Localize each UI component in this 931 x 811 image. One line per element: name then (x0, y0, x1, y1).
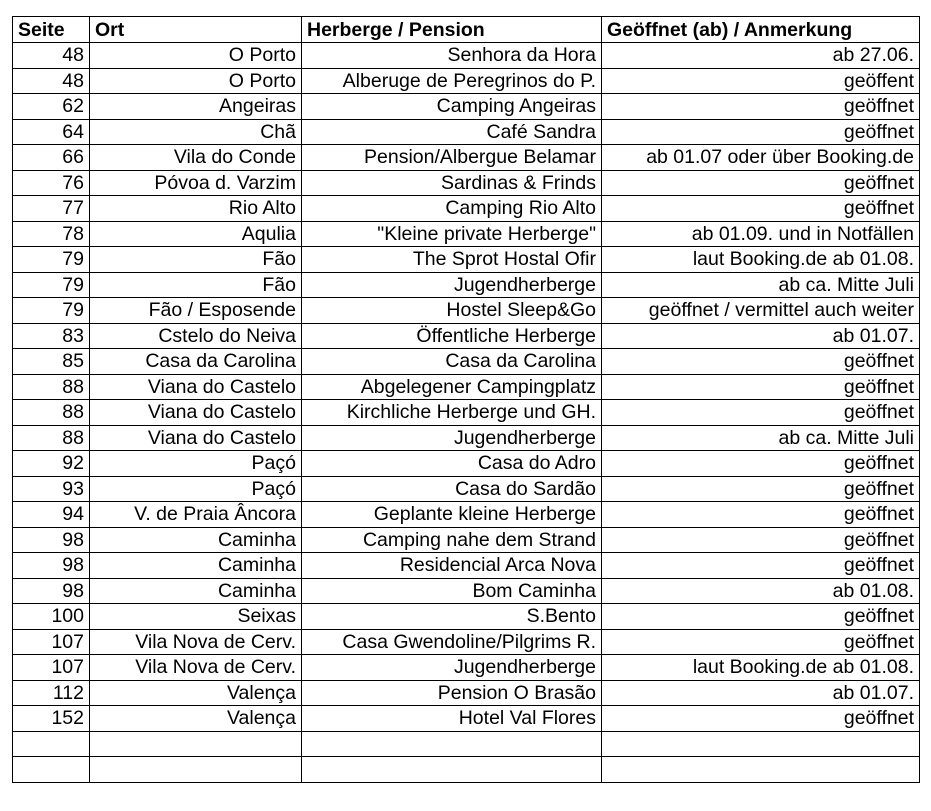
table-row (13, 706, 920, 732)
cell-herberge (302, 731, 602, 757)
cell-seite: 64 (13, 119, 90, 145)
table-header-row (13, 17, 920, 43)
cell-herberge: Hostel Sleep&Go (302, 298, 602, 324)
cell-anmerkung: ab 01.07. (602, 323, 920, 349)
cell-anmerkung: laut Booking.de ab 01.08. (602, 655, 920, 681)
table-row (13, 43, 920, 69)
hostel-table (12, 16, 920, 783)
cell-seite: 98 (13, 553, 90, 579)
cell-anmerkung: geöffnet (602, 451, 920, 477)
cell-seite: 48 (13, 43, 90, 69)
cell-seite: 88 (13, 425, 90, 451)
table-row (13, 502, 920, 528)
cell-ort: Caminha (90, 553, 302, 579)
cell-anmerkung (602, 731, 920, 757)
cell-seite: 88 (13, 400, 90, 426)
cell-anmerkung: geöffnet (602, 94, 920, 120)
cell-seite: 98 (13, 578, 90, 604)
table-row (13, 400, 920, 426)
cell-seite (13, 757, 90, 783)
cell-ort: Caminha (90, 527, 302, 553)
cell-ort: O Porto (90, 68, 302, 94)
cell-herberge (302, 757, 602, 783)
cell-ort: Paçó (90, 451, 302, 477)
cell-herberge: Jugendherberge (302, 655, 602, 681)
cell-anmerkung: geöffnet (602, 349, 920, 375)
cell-anmerkung: geöffnet (602, 119, 920, 145)
cell-anmerkung: geöffnet (602, 527, 920, 553)
cell-seite: 66 (13, 145, 90, 171)
hostel-table-container (12, 16, 920, 783)
cell-anmerkung: ab 01.08. (602, 578, 920, 604)
cell-anmerkung: laut Booking.de ab 01.08. (602, 247, 920, 273)
cell-seite: 94 (13, 502, 90, 528)
cell-ort (90, 757, 302, 783)
table-row (13, 731, 920, 757)
cell-ort: Vila Nova de Cerv. (90, 629, 302, 655)
table-row (13, 527, 920, 553)
cell-ort: Viana do Castelo (90, 374, 302, 400)
table-row (13, 247, 920, 273)
cell-herberge: Casa do Adro (302, 451, 602, 477)
header-ort: Ort (90, 17, 302, 43)
cell-herberge: Sardinas & Frinds (302, 170, 602, 196)
cell-ort: Paçó (90, 476, 302, 502)
cell-ort: V. de Praia Âncora (90, 502, 302, 528)
cell-herberge: Pension O Brasão (302, 680, 602, 706)
cell-anmerkung: geöffnet / vermittel auch weiter (602, 298, 920, 324)
cell-herberge: Residencial Arca Nova (302, 553, 602, 579)
cell-anmerkung: geöffnet (602, 706, 920, 732)
cell-ort: Viana do Castelo (90, 400, 302, 426)
cell-herberge: Abgelegener Campingplatz (302, 374, 602, 400)
cell-herberge: Pension/Albergue Belamar (302, 145, 602, 171)
cell-seite: 85 (13, 349, 90, 375)
cell-ort: Caminha (90, 578, 302, 604)
table-row (13, 349, 920, 375)
table-row (13, 476, 920, 502)
table-row (13, 94, 920, 120)
cell-seite: 107 (13, 629, 90, 655)
cell-herberge: Café Sandra (302, 119, 602, 145)
cell-seite: 112 (13, 680, 90, 706)
cell-ort: Valença (90, 706, 302, 732)
cell-ort: Vila do Conde (90, 145, 302, 171)
cell-seite: 152 (13, 706, 90, 732)
cell-seite (13, 731, 90, 757)
cell-anmerkung: ab ca. Mitte Juli (602, 425, 920, 451)
cell-ort: Valença (90, 680, 302, 706)
cell-herberge: Öffentliche Herberge (302, 323, 602, 349)
header-geoeffnet: Geöffnet (ab) / Anmerkung (602, 17, 920, 43)
cell-seite: 107 (13, 655, 90, 681)
cell-ort: Fão / Esposende (90, 298, 302, 324)
cell-herberge: Bom Caminha (302, 578, 602, 604)
cell-herberge: S.Bento (302, 604, 602, 630)
table-body (13, 43, 920, 783)
cell-seite: 48 (13, 68, 90, 94)
cell-seite: 62 (13, 94, 90, 120)
table-row (13, 655, 920, 681)
table-row (13, 272, 920, 298)
table-row (13, 196, 920, 222)
cell-ort: Póvoa d. Varzim (90, 170, 302, 196)
cell-anmerkung: geöffnet (602, 170, 920, 196)
cell-herberge: Casa Gwendoline/Pilgrims R. (302, 629, 602, 655)
cell-ort: Vila Nova de Cerv. (90, 655, 302, 681)
cell-herberge: The Sprot Hostal Ofir (302, 247, 602, 273)
cell-anmerkung: geöffnet (602, 196, 920, 222)
cell-ort: Chã (90, 119, 302, 145)
table-row (13, 119, 920, 145)
cell-anmerkung: ab 27.06. (602, 43, 920, 69)
cell-seite: 79 (13, 298, 90, 324)
cell-herberge: Hotel Val Flores (302, 706, 602, 732)
table-row (13, 221, 920, 247)
cell-anmerkung: ab ca. Mitte Juli (602, 272, 920, 298)
cell-anmerkung: geöffnet (602, 476, 920, 502)
cell-herberge: Camping nahe dem Strand (302, 527, 602, 553)
cell-herberge: Camping Angeiras (302, 94, 602, 120)
cell-herberge: Casa da Carolina (302, 349, 602, 375)
cell-ort: Cstelo do Neiva (90, 323, 302, 349)
cell-seite: 76 (13, 170, 90, 196)
table-row (13, 757, 920, 783)
table-row (13, 680, 920, 706)
cell-ort (90, 731, 302, 757)
cell-seite: 83 (13, 323, 90, 349)
cell-herberge: Jugendherberge (302, 272, 602, 298)
table-row (13, 604, 920, 630)
table-row (13, 374, 920, 400)
cell-ort: Angeiras (90, 94, 302, 120)
cell-anmerkung: geöffnet (602, 502, 920, 528)
cell-anmerkung: geöffnet (602, 553, 920, 579)
cell-seite: 78 (13, 221, 90, 247)
cell-seite: 98 (13, 527, 90, 553)
cell-anmerkung: ab 01.07. (602, 680, 920, 706)
cell-herberge: Geplante kleine Herberge (302, 502, 602, 528)
cell-anmerkung: geöffnet (602, 604, 920, 630)
table-row (13, 578, 920, 604)
cell-anmerkung: geöffnet (602, 374, 920, 400)
table-row (13, 323, 920, 349)
table-row (13, 170, 920, 196)
cell-ort: O Porto (90, 43, 302, 69)
cell-ort: Seixas (90, 604, 302, 630)
header-herberge: Herberge / Pension (302, 17, 602, 43)
cell-seite: 79 (13, 272, 90, 298)
header-seite: Seite (13, 17, 90, 43)
table-row (13, 298, 920, 324)
cell-ort: Fão (90, 247, 302, 273)
cell-herberge: Jugendherberge (302, 425, 602, 451)
table-row (13, 629, 920, 655)
cell-ort: Aqulia (90, 221, 302, 247)
cell-seite: 93 (13, 476, 90, 502)
cell-seite: 79 (13, 247, 90, 273)
cell-ort: Casa da Carolina (90, 349, 302, 375)
table-row (13, 451, 920, 477)
cell-anmerkung: geöffent (602, 68, 920, 94)
cell-herberge: Senhora da Hora (302, 43, 602, 69)
cell-anmerkung: geöffnet (602, 629, 920, 655)
cell-ort: Fão (90, 272, 302, 298)
cell-seite: 100 (13, 604, 90, 630)
cell-seite: 88 (13, 374, 90, 400)
cell-ort: Rio Alto (90, 196, 302, 222)
cell-herberge: Casa do Sardão (302, 476, 602, 502)
cell-seite: 92 (13, 451, 90, 477)
cell-ort: Viana do Castelo (90, 425, 302, 451)
cell-seite: 77 (13, 196, 90, 222)
cell-herberge: Camping Rio Alto (302, 196, 602, 222)
cell-herberge: Kirchliche Herberge und GH. (302, 400, 602, 426)
table-row (13, 68, 920, 94)
table-row (13, 425, 920, 451)
cell-anmerkung (602, 757, 920, 783)
table-row (13, 553, 920, 579)
cell-herberge: Alberuge de Peregrinos do P. (302, 68, 602, 94)
cell-herberge: "Kleine private Herberge" (302, 221, 602, 247)
cell-anmerkung: geöffnet (602, 400, 920, 426)
cell-anmerkung: ab 01.09. und in Notfällen (602, 221, 920, 247)
cell-anmerkung: ab 01.07 oder über Booking.de (602, 145, 920, 171)
table-row (13, 145, 920, 171)
